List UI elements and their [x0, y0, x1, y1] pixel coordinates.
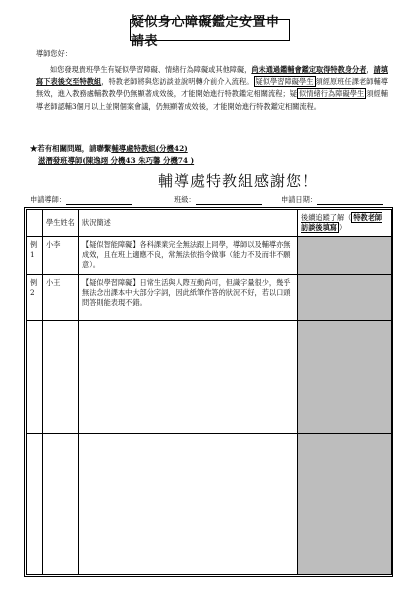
example-1-description: 【疑似智能障礙】各科課業完全無法跟上同學，導師以及輔導亦無成效，且在班上適應不良，常無法依指令做事（能力不及而非不願意）。	[79, 237, 298, 274]
contact-class-teachers: 滋潛發班導師(陳逸翊 分機43 朱巧馨 分機74 )	[38, 156, 195, 165]
followup-prefix: 後續追蹤了解（	[301, 213, 352, 223]
para-text-4: 須經原班任課老師輔導無效，進入教務處輔教教學仍無顯著成效後，才能開始進行特教鑑定相關流程；疑	[36, 77, 388, 99]
para-text-3: ，特教老師將與您訪談並說明轉介前介入流程。	[101, 77, 254, 87]
salutation: 導師您好：	[36, 49, 72, 58]
para-text-5: 須經輔導老師認輔3個月以上並開個案會議，仍無顯著成效後，才能開始進行特教鑑定相關流程。	[36, 89, 388, 111]
blank-row-2-description[interactable]	[79, 433, 298, 574]
contact-prefix: ★若有相關問題，請聯繫	[30, 144, 112, 153]
blank-row-2-name[interactable]	[43, 433, 79, 574]
teacher-input-line[interactable]	[66, 196, 132, 205]
header-follow-up	[298, 210, 392, 237]
table-header-row	[27, 210, 392, 237]
example-1-label: 例1	[27, 237, 43, 274]
example-2-name: 小王	[43, 274, 79, 320]
contact-line-1	[30, 143, 188, 154]
blank-row-1-name[interactable]	[43, 320, 79, 433]
example-1-followup	[298, 237, 392, 274]
example-2-label: 例2	[27, 274, 43, 320]
example-2-followup	[298, 274, 392, 320]
date-field	[281, 195, 383, 205]
thanks-message: 輔導處特教組感謝您！	[158, 172, 319, 190]
student-table	[26, 209, 392, 575]
class-input-line[interactable]	[196, 196, 262, 205]
instructions-paragraph	[36, 64, 388, 113]
blank-row-2-label[interactable]	[27, 433, 43, 574]
header-status-description: 狀況簡述	[79, 210, 298, 237]
blank-row-1-label[interactable]	[27, 320, 43, 433]
contact-special-ed-extension: 輔導處特教組(分機42)	[111, 144, 188, 153]
teacher-label: 申請導師：	[30, 195, 66, 204]
followup-bold: 特教老師訪談後填寫	[301, 213, 383, 233]
para-box-emotional-disorder: 似情緒行為障礙學生	[299, 89, 365, 99]
para-emphasis-identity: 尚未通過鑑輔會鑑定取得特教身分者	[251, 65, 367, 74]
table-row	[27, 320, 392, 433]
table-row	[27, 237, 392, 274]
example-2-description: 【疑似學習障礙】日常生活與人際互動尚可，但識字量很少，幾乎無法念出課本中大部分字詞，因此紙筆作答的狀況不好，若以口頭問答則能表現不錯。	[79, 274, 298, 320]
class-label: 班級：	[174, 195, 196, 204]
table-row	[27, 274, 392, 320]
class-field	[174, 195, 262, 205]
blank-row-2-followup	[298, 433, 392, 574]
contact-line-2	[38, 155, 194, 166]
para-text-2: ，	[366, 65, 374, 74]
followup-suffix: ）	[338, 223, 347, 233]
header-example-cell	[27, 210, 43, 237]
date-input-line[interactable]	[317, 196, 383, 205]
header-student-name: 學生姓名	[43, 210, 79, 237]
para-box-learning-disability: 疑似學習障礙學生	[255, 77, 314, 87]
table-row	[27, 433, 392, 574]
form-title: 疑似身心障礙鑑定安置申請表	[130, 19, 290, 41]
para-text-1: 如您發現貴班學生有疑似學習障礙、情緒行為障礙或其他障礙，	[50, 65, 252, 74]
blank-row-1-followup	[298, 320, 392, 433]
teacher-field	[30, 195, 132, 205]
para-emphasis-submit: 請填寫下表後交至特教組	[36, 65, 388, 87]
example-1-name: 小李	[43, 237, 79, 274]
date-label: 申請日期：	[281, 195, 317, 204]
blank-row-1-description[interactable]	[79, 320, 298, 433]
